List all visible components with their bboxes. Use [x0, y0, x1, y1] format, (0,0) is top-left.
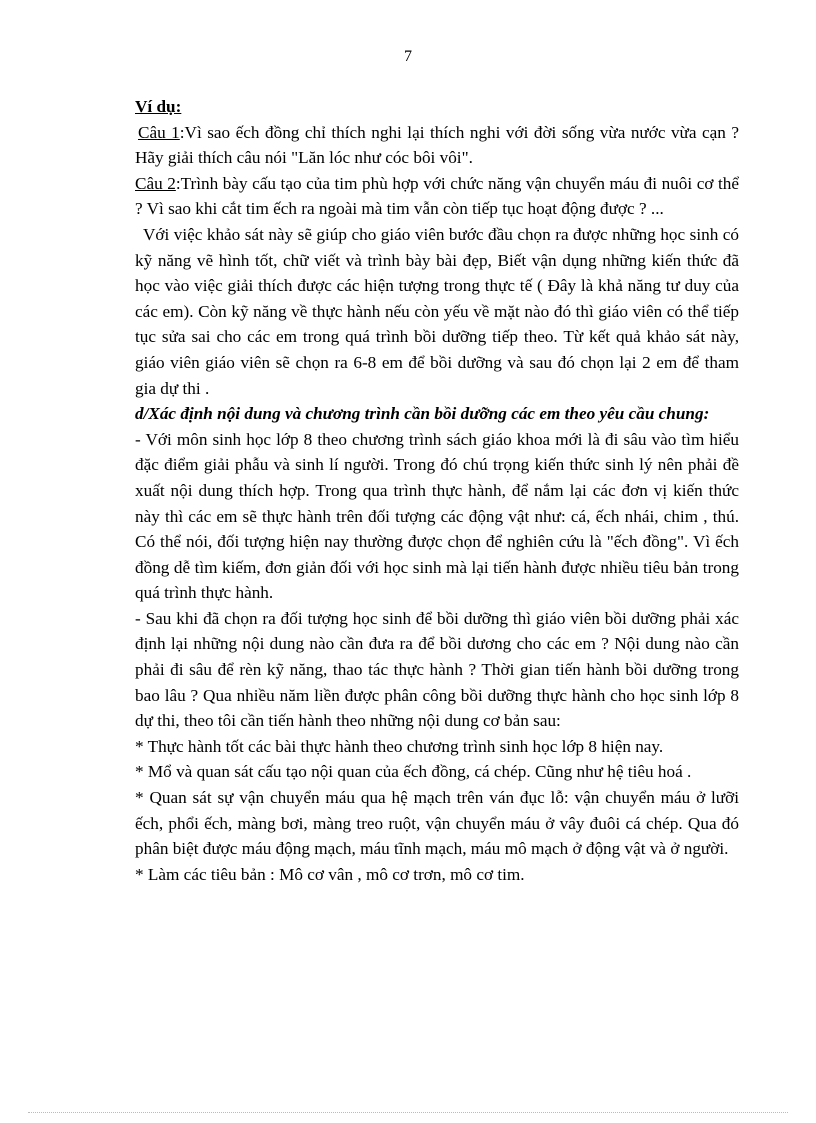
footer-divider	[28, 1112, 788, 1113]
paragraph-selection: - Sau khi đã chọn ra đối tượng học sinh để bồi dưỡng thì giáo viên bồi dưỡng phải xác định lại những nội dung nào cần đưa ra để bồi dương cho các em ? Nội dung nào cần phải đi sâu để rèn kỹ năng, thao tác thực hành ? Thời gian tiến hành bồi dưỡng trong bao lâu ? Qua nhiều năm liền được phân công bồi dưỡng thực hành cho học sinh lớp 8 dự thi, theo tôi cần tiến hành theo những nội dung cơ bản sau:	[135, 608, 739, 731]
section-d-title: d/Xác định nội dung và chương trình cần bồi dưỡng các em theo yêu cầu chung:	[135, 404, 710, 424]
question-1	[135, 120, 739, 171]
bullet-item: * Quan sát sự vận chuyển máu qua hệ mạch trên ván đục lỗ: vận chuyển máu ở lưỡi ếch, phổi ếch, màng bơi, màng treo ruột, vận chuyển máu ở vây đuôi cá chép. Qua đó phân biệt được máu động mạch, máu tĩnh mạch, máu mô mạch ở động vật và ở người.	[135, 788, 739, 859]
document-body	[135, 94, 739, 887]
bullet-item: * Thực hành tốt các bài thực hành theo chương trình sinh học lớp 8 hiện nay.	[135, 736, 664, 756]
question-2-label: Câu 2	[135, 173, 176, 193]
bullet-item: * Mổ và quan sát cấu tạo nội quan của ếch đồng, cá chép. Cũng như hệ tiêu hoá .	[135, 762, 692, 782]
paragraph-survey: Với việc khảo sát này sẽ giúp cho giáo viên bước đầu chọn ra được những học sinh có kỹ năng vẽ hình tốt, chữ viết và trình bày bài đẹp, Biết vận dụng những kiến thức đã học vào việc giải thích được các hiện tượng trong thực tế ( Đây là khả năng tư duy của các em). Còn kỹ năng về thực hành nếu còn yếu về mặt nào đó thì giáo viên có thể tiếp tục sửa sai cho các em trong quá trình bồi dưỡng tiếp theo. Từ kết quả khảo sát này, giáo viên giáo viên sẽ chọn ra 6-8 em để bồi dưỡng và sau đó chọn lại 2 em để tham gia dự thi .	[135, 224, 739, 398]
question-1-label: Câu 1	[138, 122, 180, 142]
bullet-item: * Làm các tiêu bản : Mô cơ vân , mô cơ trơn, mô cơ tim.	[135, 864, 525, 884]
paragraph-biology: - Với môn sinh học lớp 8 theo chương trình sách giáo khoa mới là đi sâu vào tìm hiểu đặc điểm giải phẫu và sinh lí người. Trong đó chú trọng kiến thức sinh lý nên phải đề xuất nội dung thích hợp. Trong qua trình thực hành, để nắm lại các đơn vị kiến thức này thì các em sẽ thực hành trên đối tượng các động vật như: cá, ếch nhái, chim , thú. Có thể nói, đối tượng hiện nay thường được chọn để nghiên cứu là "ếch đồng". Vì ếch đồng dễ tìm kiếm, đơn giản đối với học sinh mà lại tiến hành được nhiều tiêu bản trong quá trình thực hành.	[135, 429, 739, 603]
page-number: 7	[404, 48, 412, 65]
question-2-text: :Trình bày cấu tạo của tim phù hợp với chức năng vận chuyển máu đi nuôi cơ thể ? Vì sao khi cắt tim ếch ra ngoài mà tim vẫn còn tiếp tục hoạt động được ? ...	[135, 173, 739, 219]
example-heading: Ví dụ:	[135, 97, 182, 116]
question-2	[135, 171, 739, 222]
question-1-text: :Vì sao ếch đồng chỉ thích nghi lại thích nghi với đời sống vừa nước vừa cạn ? Hãy giải thích câu nói "Lăn lóc như cóc bôi vôi".	[135, 122, 739, 168]
